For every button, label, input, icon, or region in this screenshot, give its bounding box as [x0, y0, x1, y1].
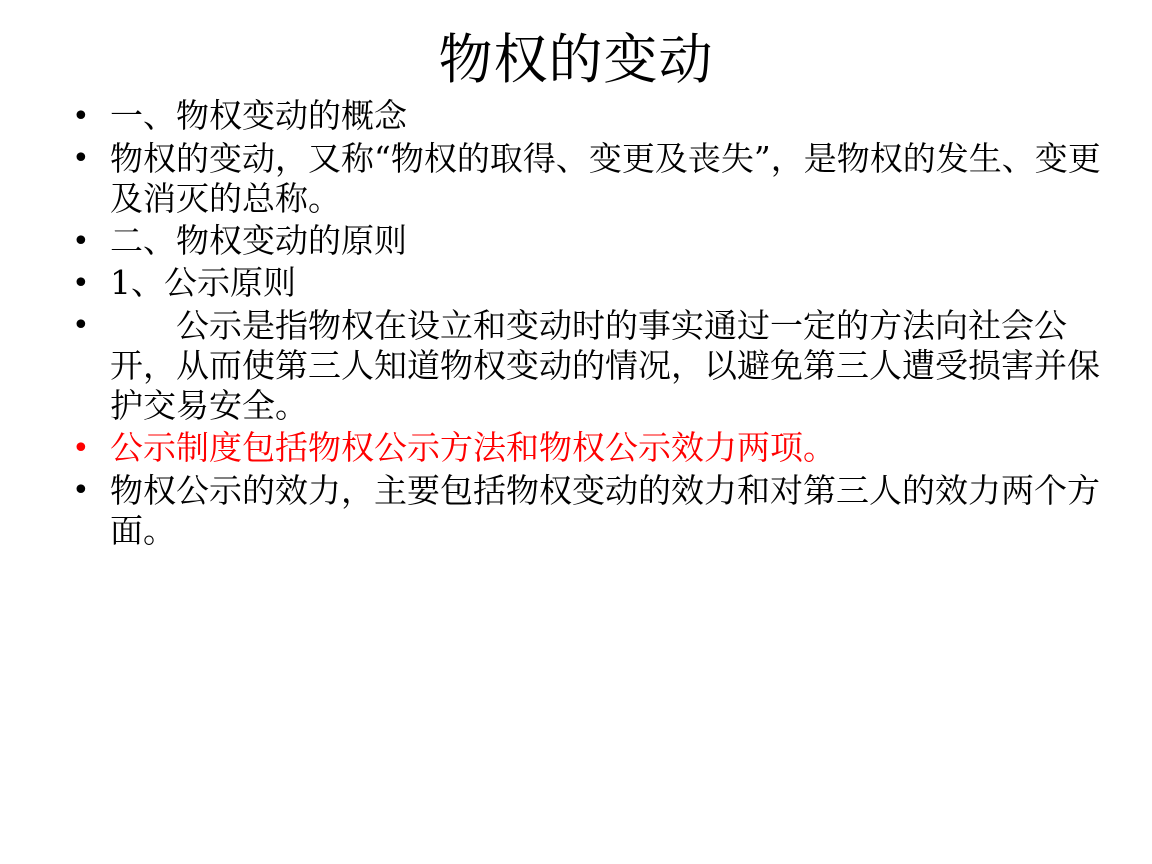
- bullet-marker-icon: •: [72, 473, 90, 509]
- bullet-list: [0, 96, 1152, 551]
- list-item: [64, 306, 1130, 427]
- list-item-text: 一、物权变动的概念: [110, 96, 407, 136]
- bullet-marker-icon: •: [72, 265, 90, 301]
- bullet-marker-icon: •: [72, 308, 90, 344]
- list-item: [64, 263, 1130, 303]
- list-item: [64, 96, 1130, 136]
- bullet-marker-icon: •: [72, 223, 90, 259]
- bullet-marker-icon: •: [72, 430, 90, 466]
- list-item: [64, 221, 1130, 261]
- list-item-text: 物权公示的效力，主要包括物权变动的效力和对第三人的效力两个方面。: [110, 470, 1100, 550]
- list-item-text: 公示制度包括物权公示方法和物权公示效力两项。: [110, 428, 836, 468]
- list-item-highlighted: [64, 428, 1130, 468]
- bullet-marker-icon: •: [72, 141, 90, 177]
- list-item: [64, 139, 1130, 220]
- bullet-marker-icon: •: [72, 98, 90, 134]
- list-item-text: 物权的变动，又称“物权的取得、变更及丧失”，是物权的发生、变更及消灭的总称。: [110, 138, 1101, 218]
- list-item: [64, 471, 1130, 552]
- page-title: 物权的变动: [438, 28, 714, 91]
- list-item-text: 1、公示原则: [110, 263, 296, 303]
- list-item-text: 公示是指物权在设立和变动时的事实通过一定的方法向社会公开，从而使第三人知道物权变动的情况，以避免第三人遭受损害并保护交易安全。: [110, 305, 1100, 426]
- list-item-text: 二、物权变动的原则: [110, 221, 407, 261]
